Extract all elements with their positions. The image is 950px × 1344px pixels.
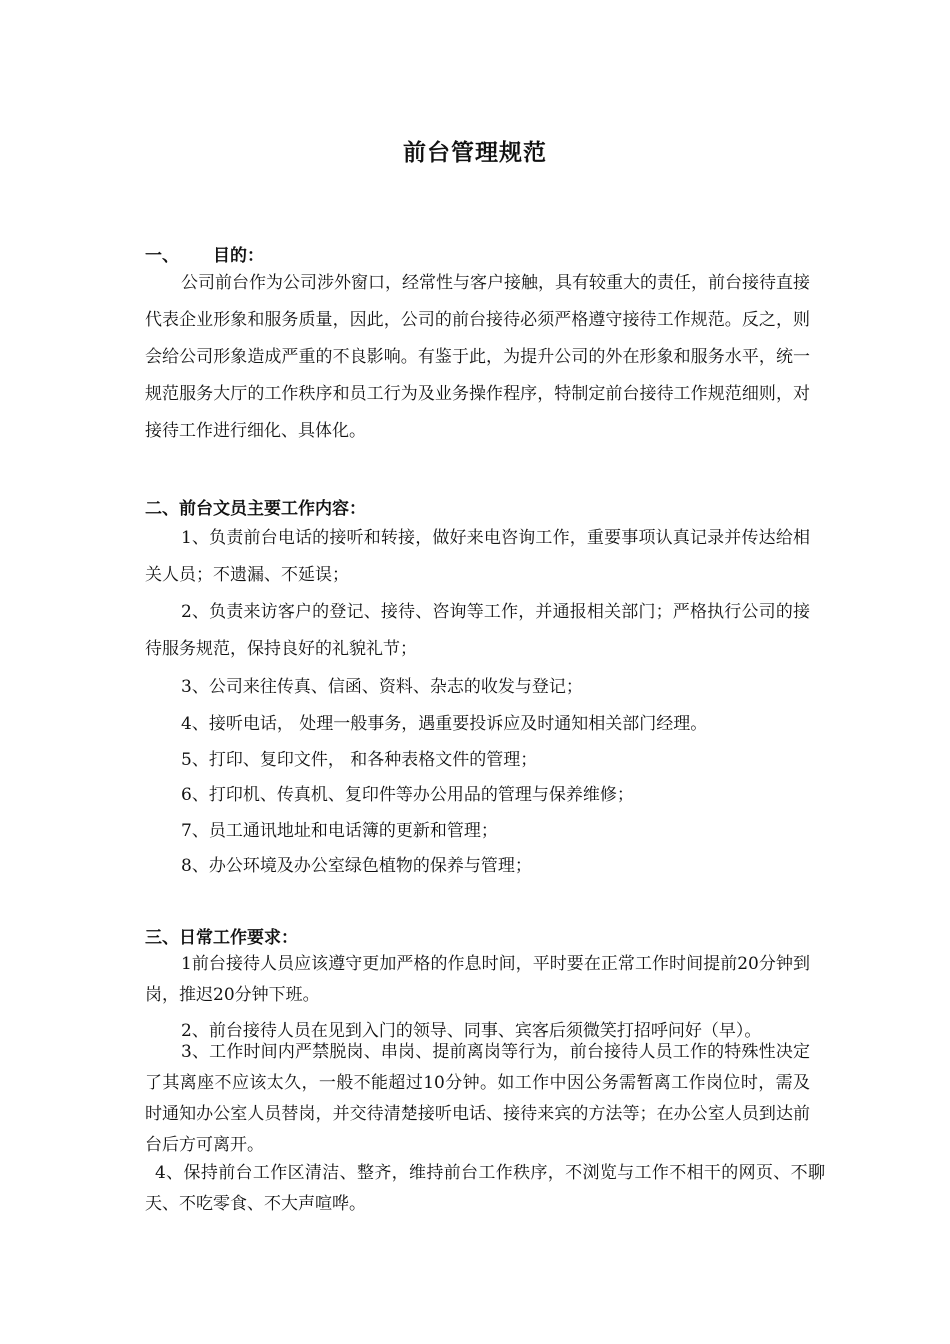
section-2-item-7: 7、员工通讯地址和电话簿的更新和管理；: [181, 821, 498, 841]
section-1-heading: [145, 241, 264, 266]
section-2-item-1: 1、负责前台电话的接听和转接，做好来电咨询工作，重要事项认真记录并传达给相关人员；不遗漏、不延误；: [145, 528, 810, 585]
section-2-item-4: 4、接听电话， 处理一般事务，遇重要投诉应及时通知相关部门经理。: [181, 714, 708, 734]
section-1-number: 一、: [145, 246, 179, 266]
section-2-item-8: 8、办公环境及办公室绿色植物的保养与管理；: [181, 856, 532, 876]
section-3-item-1: 1前台接待人员应该遵守更加严格的作息时间，平时要在正常工作时间提前20分钟到岗，推迟20分钟下班。: [145, 954, 810, 1005]
section-2-item-5: 5、打印、复印文件， 和各种表格文件的管理；: [181, 750, 538, 770]
section-2-item-3: 3、公司来往传真、信函、资料、杂志的收发与登记；: [181, 677, 583, 697]
document-title: 前台管理规范: [403, 139, 547, 166]
section-3-heading: 三、日常工作要求：: [145, 928, 298, 948]
section-3-item-3: 3、工作时间内严禁脱岗、串岗、提前离岗等行为，前台接待人员工作的特殊性决定了其离座不应该太久，一般不能超过10分钟。如工作中因公务需暂离工作岗位时，需及时通知办公室人员替岗，并交待清楚接听电话、接待来宾的方法等；在办公室人员到达前台后方可离开。: [145, 1042, 810, 1155]
section-2-item-6: 6、打印机、传真机、复印件等办公用品的管理与保养维修；: [181, 785, 634, 805]
section-2-heading: 二、前台文员主要工作内容：: [145, 499, 366, 519]
section-1-body: 公司前台作为公司涉外窗口，经常性与客户接触，具有较重大的责任，前台接待直接代表企业形象和服务质量，因此，公司的前台接待必须严格遵守接待工作规范。反之，则会给公司形象造成严重的不良影响。有鉴于此，为提升公司的外在形象和服务水平，统一规范服务大厅的工作秩序和员工行为及业务操作程序，特制定前台接待工作规范细则，对接待工作进行细化、具体化。: [145, 273, 810, 441]
section-3-item-2: 2、前台接待人员在见到入门的领导、同事、宾客后须微笑打招呼问好（早）。: [181, 1021, 762, 1041]
section-3-item-4: 4、保持前台工作区清洁、整齐，维持前台工作秩序，不浏览与工作不相干的网页、不聊天、不吃零食、不大声喧哗。: [145, 1163, 825, 1214]
section-2-item-2: 2、负责来访客户的登记、接待、咨询等工作，并通报相关部门；严格执行公司的接待服务规范，保持良好的礼貌礼节；: [145, 602, 810, 659]
section-1-label: 目的：: [213, 246, 264, 266]
